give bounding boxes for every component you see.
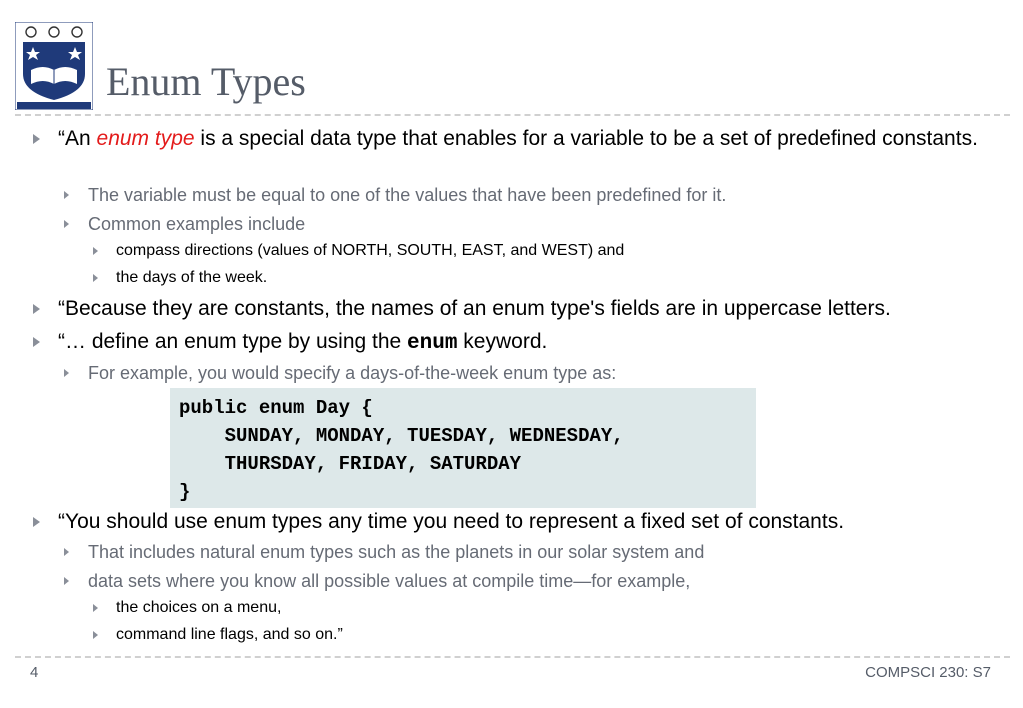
bullet-arrow-icon bbox=[93, 631, 98, 639]
subbullet-example-intro: For example, you would specify a days-of-the-week enum type as: bbox=[88, 361, 616, 385]
page-number: 4 bbox=[30, 664, 39, 681]
bullet-arrow-icon bbox=[64, 191, 69, 199]
bullet-arrow-icon bbox=[93, 604, 98, 612]
bullet-arrow-icon bbox=[33, 337, 40, 347]
subsubbullet-days: the days of the week. bbox=[116, 267, 267, 289]
bullet-arrow-icon bbox=[64, 577, 69, 585]
bullet-arrow-icon bbox=[64, 220, 69, 228]
title-divider bbox=[15, 114, 1010, 116]
bullet-arrow-icon bbox=[93, 247, 98, 255]
bullet-arrow-icon bbox=[33, 134, 40, 144]
code-line: THURSDAY, FRIDAY, SATURDAY bbox=[179, 453, 522, 475]
bullet-enum-keyword: “… define an enum type by using the enum keyword. bbox=[58, 329, 547, 357]
subbullet-predefined: The variable must be equal to one of the values that have been predefined for it. bbox=[88, 183, 726, 207]
bullet-enum-definition: “An enum type is a special data type that enables for a variable to be a set of predefined constants. bbox=[58, 126, 1008, 152]
course-label: COMPSCI 230: S7 bbox=[865, 664, 991, 681]
subsubbullet-compass: compass directions (values of NORTH, SOUTH, EAST, and WEST) and bbox=[116, 240, 624, 262]
subbullet-common-examples: Common examples include bbox=[88, 212, 305, 236]
bullet-arrow-icon bbox=[33, 304, 40, 314]
subbullet-data-sets: data sets where you know all possible values at compile time—for example, bbox=[88, 569, 690, 593]
bullet-when-to-use: “You should use enum types any time you need to represent a fixed set of constants. bbox=[58, 509, 844, 535]
bullet-arrow-icon bbox=[33, 517, 40, 527]
code-example-block bbox=[170, 388, 756, 508]
subsubbullet-flags: command line flags, and so on.” bbox=[116, 624, 343, 646]
bullet-uppercase: “Because they are constants, the names of an enum type's fields are in uppercase letters. bbox=[58, 296, 1013, 322]
code-line: public enum Day { bbox=[179, 397, 373, 419]
code-line: } bbox=[179, 481, 191, 503]
bullet-arrow-icon bbox=[64, 548, 69, 556]
bullet-arrow-icon bbox=[93, 274, 98, 282]
bullet-arrow-icon bbox=[64, 369, 69, 377]
subsubbullet-menu: the choices on a menu, bbox=[116, 597, 281, 619]
enum-keyword: enum bbox=[407, 332, 458, 355]
subbullet-planets: That includes natural enum types such as the planets in our solar system and bbox=[88, 540, 704, 564]
code-line: SUNDAY, MONDAY, TUESDAY, WEDNESDAY, bbox=[179, 425, 624, 447]
slide-title: Enum Types bbox=[106, 59, 306, 104]
enum-type-emphasis: enum type bbox=[96, 127, 195, 150]
footer-divider bbox=[15, 656, 1010, 658]
university-crest-logo bbox=[15, 22, 93, 110]
